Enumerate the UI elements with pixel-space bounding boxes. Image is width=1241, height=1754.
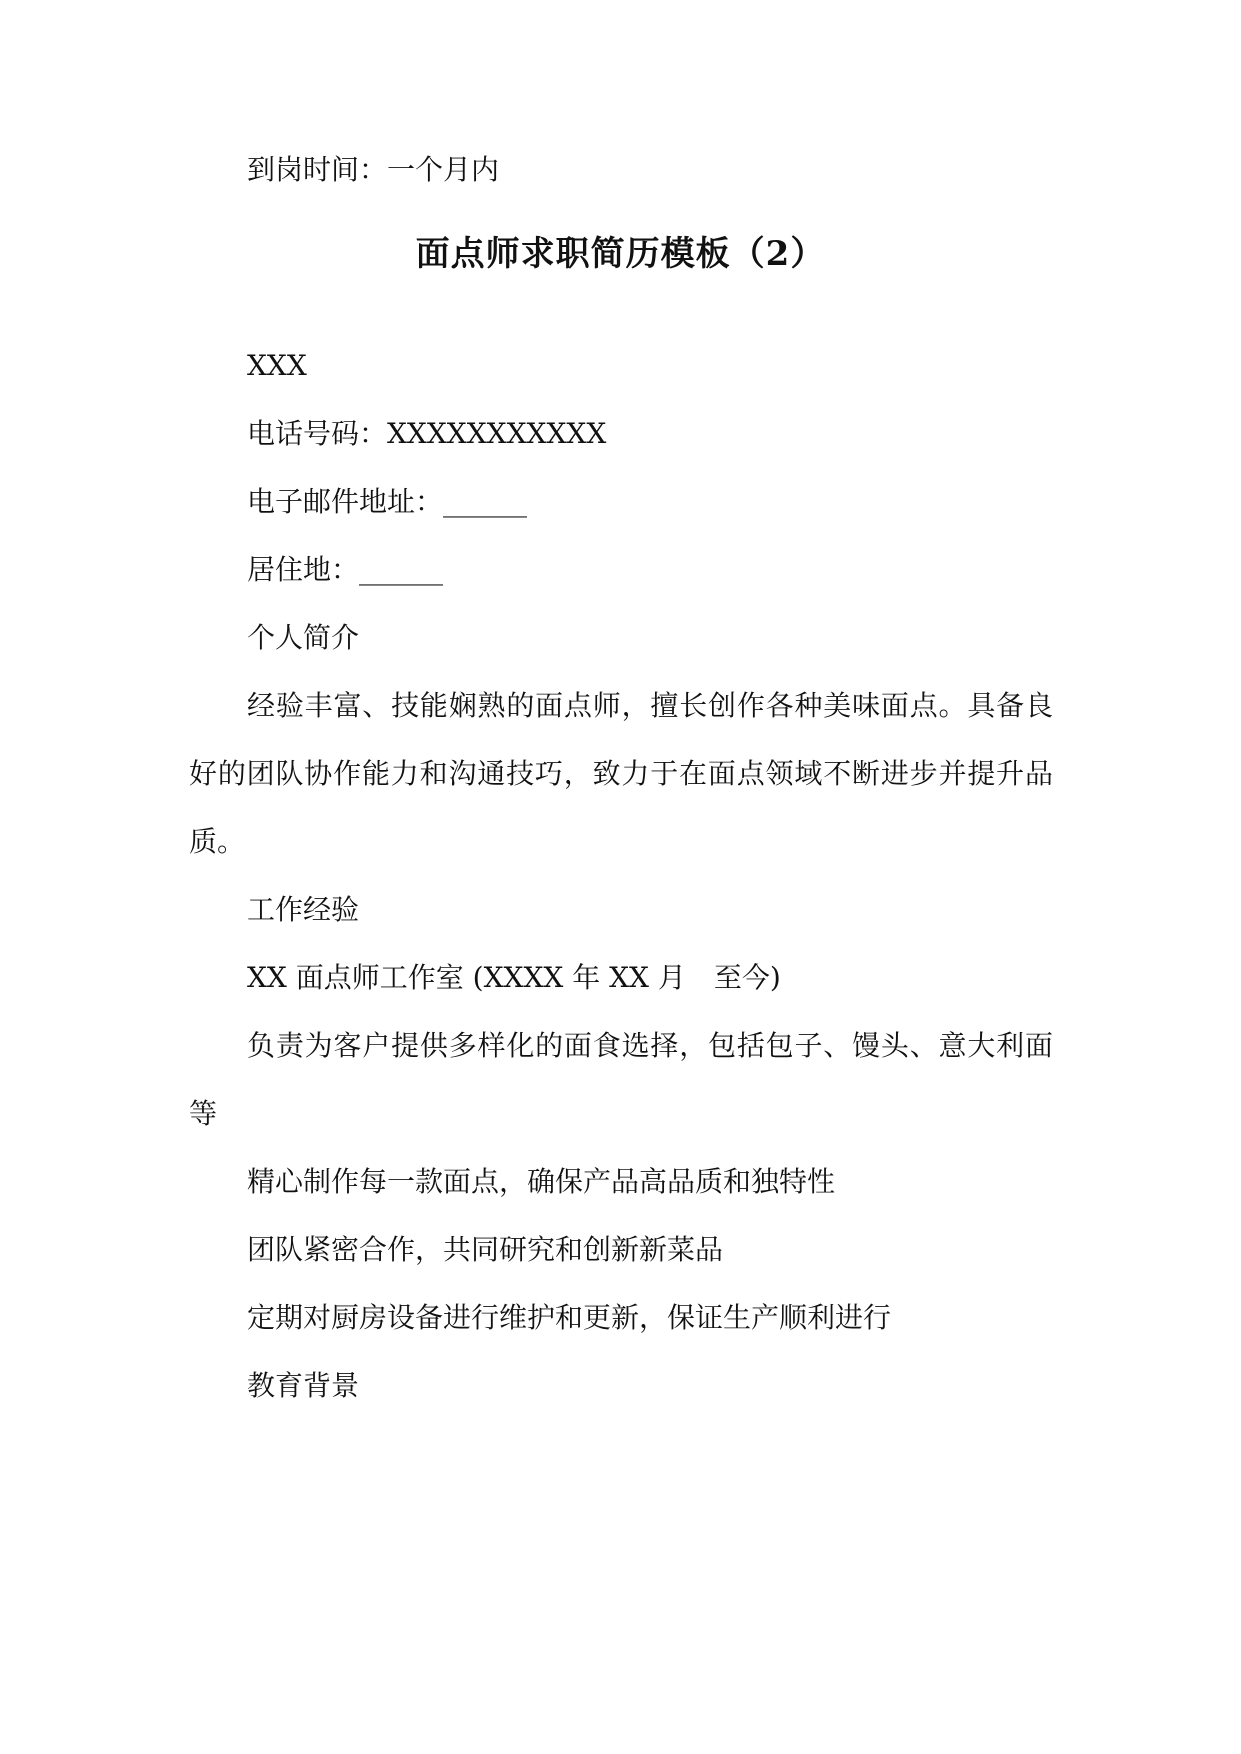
work-heading: 工作经验 — [247, 893, 360, 926]
duty-line: 精心制作每一款面点，确保产品高品质和独特性 — [247, 1165, 836, 1198]
email-address: 电子邮件地址：______ — [247, 485, 528, 518]
duty-line: 团队紧密合作，共同研究和创新新菜品 — [247, 1233, 724, 1266]
profile-paragraph-line: 好的团队协作能力和沟通技巧，致力于在面点领域不断进步并提升品 — [189, 757, 1053, 790]
employer-line: XX 面点师工作室 (XXXX 年 XX 月 至今) — [247, 961, 781, 994]
duty-line: 定期对厨房设备进行维护和更新，保证生产顺利进行 — [247, 1301, 892, 1334]
page-title: 面点师求职简历模板（2） — [415, 234, 826, 274]
residence: 居住地：______ — [247, 553, 444, 586]
profile-paragraph-line: 质。 — [189, 825, 246, 858]
duty-line: 等 — [189, 1097, 218, 1130]
duty-line: 负责为客户提供多样化的面食选择，包括包子、馒头、意大利面 — [247, 1029, 1053, 1062]
phone-number: 电话号码：XXXXXXXXXXX — [247, 417, 607, 450]
arrival-time: 到岗时间：一个月内 — [247, 153, 500, 186]
candidate-name: XXX — [247, 349, 307, 382]
education-heading: 教育背景 — [247, 1369, 360, 1402]
profile-paragraph-line: 经验丰富、技能娴熟的面点师，擅长创作各种美味面点。具备良 — [247, 689, 1053, 722]
profile-heading: 个人简介 — [247, 621, 360, 654]
